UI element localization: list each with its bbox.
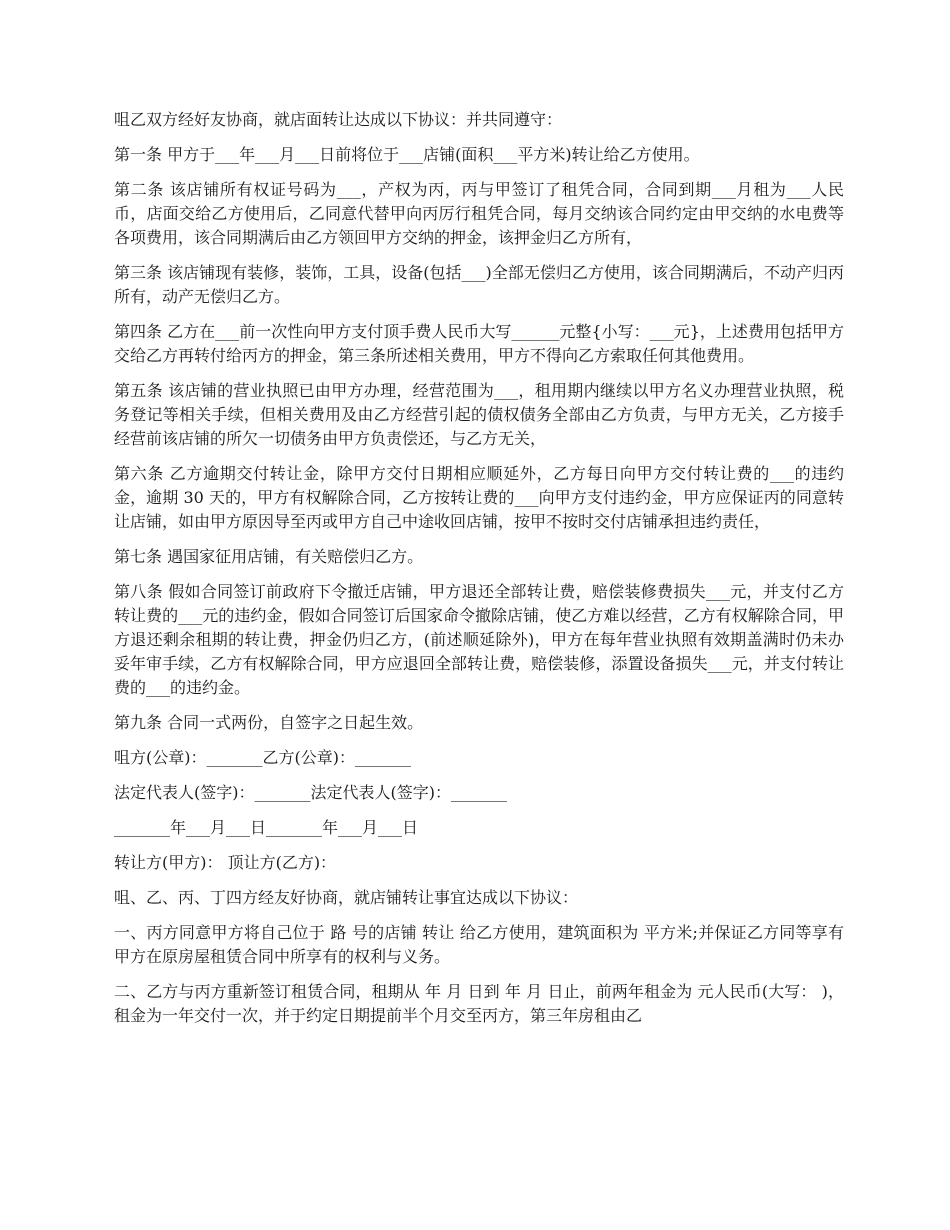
second-contract-intro: 咀、乙、丙、丁四方经友好协商，就店铺转让事宜达成以下协议： [114, 888, 579, 907]
seal-line: 咀方(公章)：_______乙方(公章)：_______ [114, 748, 411, 767]
document-body [114, 108, 844, 1039]
parties-line: 转让方(甲方)： 顶让方(乙方)： [114, 853, 337, 872]
article-5: 第五条 该店铺的营业执照已由甲方办理，经营范围为___，租用期内继续以甲方名义办理营业执照，税务登记等相关手续，但相关费用及由乙方经营引起的债权债务全部由乙方负责，与甲方无关，乙方接手经营前该店铺的所欠一切债务由甲方负责偿还，与乙方无关， [114, 381, 844, 448]
article-6: 第六条 乙方逾期交付转让金，除甲方交付日期相应顺延外，乙方每日向甲方交付转让费的___的违约金，逾期 30 天的，甲方有权解除合同，乙方按转让费的___向甲方支付违约金，甲方应保证丙的同意转让店铺，如由甲方原因导至丙或甲方自己中途收回店铺，按甲不按时交付店铺承担违约责任， [114, 464, 844, 531]
article-1: 第一条 甲方于___年___月___日前将位于___店铺(面积___平方米)转让给乙方使用。 [114, 145, 700, 164]
article-9: 第九条 合同一式两份，自签字之日起生效。 [114, 713, 424, 732]
article-2: 第二条 该店铺所有权证号码为___，产权为丙，丙与甲签订了租凭合同，合同到期___月租为___人民币，店面交给乙方使用后，乙同意代替甲向丙厉行租凭合同，每月交纳该合同约定由甲交纳的水电费等各项费用，该合同期满后由乙方领回甲方交纳的押金，该押金归乙方所有， [114, 180, 844, 247]
second-contract-clause-1: 一、丙方同意甲方将自己位于 路 号的店铺 转让 给乙方使用，建筑面积为 平方米;并保证乙方同等享有甲方在原房屋租赁合同中所享有的权利与义务。 [114, 923, 844, 966]
article-8: 第八条 假如合同签订前政府下令撤迁店铺，甲方退还全部转让费，赔偿装修费损失___元，并支付乙方转让费的___元的违约金，假如合同签订后国家命令撤除店铺，使乙方难以经营，乙方有权解除合同，甲方退还剩余租期的转让费，押金仍归乙方，(前述顺延除外)，甲方在每年营业执照有效期盖满时仍未办妥年审手续，乙方有权解除合同，甲方应退回全部转让费，赔偿装修，添置设备损失___元，并支付转让费的___的违约金。 [114, 582, 844, 697]
article-7: 第七条 遇国家征用店铺，有关赔偿归乙方。 [114, 547, 424, 566]
article-3: 第三条 该店铺现有装修，装饰，工具，设备(包括___)全部无偿归乙方使用，该合同期满后，不动产归丙所有，动产无偿归乙方。 [114, 263, 844, 306]
article-4: 第四条 乙方在___前一次性向甲方支付顶手费人民币大写______元整{小写：___元}，上述费用包括甲方交给乙方再转付给丙方的押金，第三条所述相关费用，甲方不得向乙方索取任何其他费用。 [114, 322, 844, 365]
signature-line: 法定代表人(签字)：_______法定代表人(签字)：_______ [114, 783, 507, 802]
second-contract-clause-2: 二、乙方与丙方重新签订租赁合同，租期从 年 月 日到 年 月 日止，前两年租金为 元人民币(大写： )，租金为一年交付一次，并于约定日期提前半个月交至丙方，第三年房租由乙 [114, 982, 844, 1025]
date-line: _______年___月___日_______年___月___日 [114, 818, 419, 837]
intro-paragraph: 咀乙双方经好友协商，就店面转让达成以下协议：并共同遵守： [114, 110, 563, 129]
